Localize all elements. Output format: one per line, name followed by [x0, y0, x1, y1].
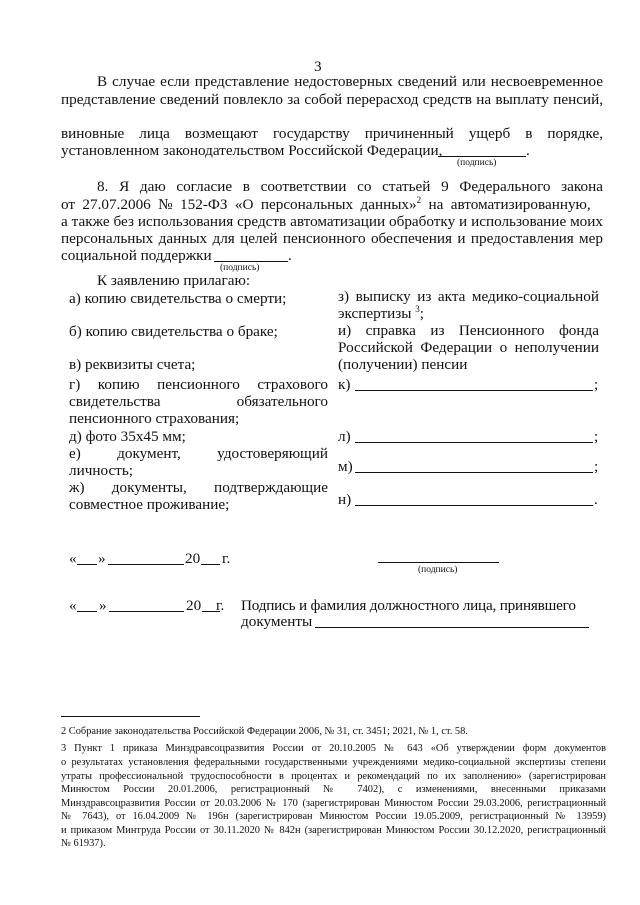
official-date-open-quote: «	[69, 597, 77, 614]
attachment-d: д) фото 35х45 мм;	[69, 428, 186, 445]
attachment-m-end: ;	[594, 458, 599, 475]
consent-line-2	[61, 196, 603, 214]
footnote-2: 2 Собрание законодательства Российской Федерации 2006, № 31, ст. 3451; 2021, № 1, ст. 58.	[61, 726, 468, 737]
attachment-a: а) копию свидетельства о смерти;	[69, 290, 287, 307]
footnote-3-line-1: 3 Пункт 1 приказа Минздравсоцразвития России от 20.10.2005 № 643 «Об утверждении форм документов	[61, 743, 606, 754]
page-number: 3	[314, 58, 322, 75]
attachment-l-end: ;	[594, 428, 599, 445]
liability-period: .	[526, 142, 530, 159]
official-date-day-field[interactable]	[77, 611, 97, 612]
attachment-b: б) копию свидетельства о браке;	[69, 323, 278, 340]
date-year-field[interactable]	[201, 564, 220, 565]
attachment-g-line-1: г) копию пенсионного страхового	[69, 376, 328, 393]
consent-signature-caption: (подпись)	[220, 263, 260, 273]
date-day-field[interactable]	[77, 564, 97, 565]
attachment-z-text: экспертизы	[338, 305, 416, 322]
attachment-m-label: м)	[338, 458, 353, 475]
consent-line-2-b: на автоматизированную,	[421, 196, 591, 213]
liability-line-2: представление сведений повлекло за собой перерасход средств на выплату пенсий,	[61, 91, 603, 108]
official-date-year-prefix: 20	[186, 597, 202, 614]
date-year-suffix: г.	[222, 550, 231, 567]
attachment-i-line-3: (получении) пенсии	[338, 356, 468, 373]
footnote-3-line-2: о результатах установления федеральными государственными учреждениями медико-социальной экспертизы степени	[61, 757, 606, 768]
attachment-z-line-2	[338, 305, 424, 323]
attachment-v: в) реквизиты счета;	[69, 356, 196, 373]
footnote-3-line-4: Минюстом России 20.01.2006, регистрационный № 7402), с изменениями, внесенными приказами	[61, 784, 606, 795]
attachment-g-line-3: пенсионного страхования;	[69, 410, 240, 427]
applicant-signature-caption: (подпись)	[418, 565, 458, 575]
liability-line-4: установленном законодательством Российской Федерации,	[61, 142, 443, 159]
official-name-field[interactable]	[315, 627, 589, 628]
attachments-intro: К заявлению прилагаю:	[97, 272, 251, 289]
attachment-g-line-2: свидетельства обязательного	[69, 393, 328, 410]
consent-line-1: 8. Я даю согласие в соответствии со статьей 9 Федерального закона	[97, 178, 603, 195]
attachment-l-field[interactable]	[355, 442, 593, 443]
liability-signature-caption: (подпись)	[457, 158, 497, 168]
consent-line-2-a: от 27.07.2006 № 152-ФЗ «О персональных данных»	[61, 196, 417, 213]
footnote-separator	[61, 716, 200, 717]
footnote-3-line-5: Минздравсоцразвития России от 20.03.2006 № 170 (зарегистрирован Минюстом России 29.03.2006, регистрационный	[61, 798, 606, 809]
attachment-k-end: ;	[594, 376, 599, 393]
attachment-l-label: л)	[338, 428, 351, 445]
official-label-line-1: Подпись и фамилия должностного лица, принявшего	[241, 597, 576, 614]
attachment-m-field[interactable]	[355, 472, 593, 473]
liability-signature-line	[438, 156, 526, 157]
date-year-prefix: 20	[185, 550, 201, 567]
official-date-month-field[interactable]	[109, 611, 184, 612]
footnote-ref-2: 2	[416, 195, 422, 205]
attachment-e-line-1: е) документ, удостоверяющий	[69, 445, 328, 462]
official-date-close-quote: »	[99, 597, 107, 614]
consent-signature-line	[214, 261, 288, 262]
liability-line-1: В случае если представление недостоверных сведений или несвоевременное	[97, 73, 603, 90]
attachment-n-field[interactable]	[355, 505, 593, 506]
date-month-field[interactable]	[108, 564, 184, 565]
attachment-zh-line-1: ж) документы, подтверждающие	[69, 479, 328, 496]
footnote-3-line-7: и приказом Минтруда России от 30.11.2020 № 842н (зарегистрирован Минюстом России 30.12.2020, регистрационный	[61, 825, 606, 836]
attachment-n-end: .	[594, 491, 598, 508]
attachment-z-line-1: з) выписку из акта медико-социальной	[338, 288, 599, 305]
official-label-line-2: документы	[241, 613, 313, 630]
attachment-k-label: к)	[338, 376, 351, 393]
consent-line-4: персональных данных для целей пенсионного обеспечения и предоставления мер	[61, 230, 603, 247]
attachment-e-line-2: личность;	[69, 462, 133, 479]
footnote-3-line-6: № 7643), от 16.04.2009 № 196н (зарегистрирован Минюстом России 19.05.2009, регистрационный № 13959)	[61, 811, 606, 822]
footnote-3-line-3: утраты профессиональной трудоспособности в процентах и рекомендаций по их заполнению» (зарегистрирован	[61, 771, 606, 782]
footnote-3-line-8: № 61937).	[61, 838, 106, 849]
attachment-z-end: ;	[419, 305, 425, 322]
liability-line-3: виновные лица возмещают государству причиненный ущерб в порядке,	[61, 125, 603, 142]
official-date-year-suffix: г.	[216, 597, 225, 614]
applicant-signature-line[interactable]	[378, 562, 499, 563]
attachment-k-field[interactable]	[355, 390, 593, 391]
footnote-ref-3: 3	[415, 304, 420, 314]
attachment-n-label: н)	[338, 491, 352, 508]
date-close-quote: »	[98, 550, 106, 567]
consent-period: .	[288, 247, 292, 264]
attachment-zh-line-2: совместное проживание;	[69, 496, 230, 513]
consent-line-3: а также без использования средств автоматизации обработку и использование моих	[61, 213, 603, 230]
attachment-i-line-1: и) справка из Пенсионного фонда	[338, 322, 599, 339]
consent-line-5: социальной поддержки	[61, 247, 212, 264]
date-open-quote: «	[69, 550, 77, 567]
attachment-i-line-2: Российской Федерации о неполучении	[338, 339, 599, 356]
